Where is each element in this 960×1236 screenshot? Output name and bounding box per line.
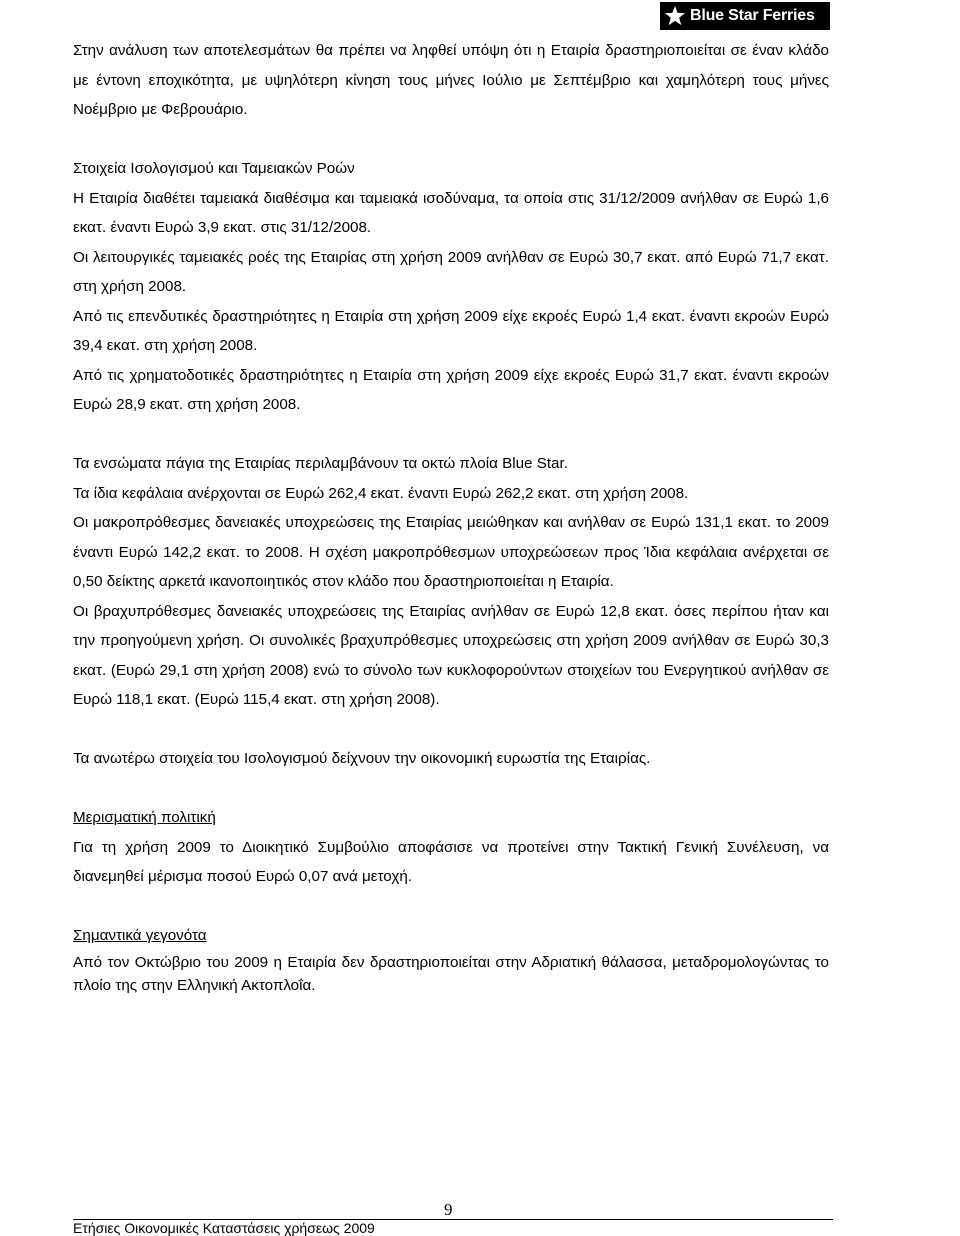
events-paragraph: Από τον Οκτώβριο του 2009 η Εταιρία δεν δραστηριοποιείται στην Αδριατική θάλασσα, μεταδρομολογώντας το πλοίο της στην Ελληνική Ακτοπλοΐα. <box>73 953 829 994</box>
fixed-assets-paragraph: Τα ενσώματα πάγια της Εταιρίας περιλαμβάνουν τα οκτώ πλοία Blue Star. <box>73 455 568 472</box>
page-number: 9 <box>444 1200 453 1219</box>
dividend-policy-heading: Μερισματική πολιτική <box>73 809 216 826</box>
seasonality-paragraph: Στην ανάλυση των αποτελεσμάτων θα πρέπει να ληφθεί υπόψη ότι η Εταιρία δραστηριοποιείται σε έναν κλάδο με έντονη εποχικότητα, με υψηλότερη κίνηση τους μήνες Ιούλιο με Σεπτέμβριο και χαμηλότερη τους μήνες Νοέμβριο με Φεβρουάριο. <box>73 42 829 118</box>
significant-events-heading: Σημαντικά γεγονότα <box>73 927 207 944</box>
operating-cashflow-paragraph: Οι λειτουργικές ταμειακές ροές της Εταιρίας στη χρήση 2009 ανήλθαν σε Ευρώ 30,7 εκατ. από Ευρώ 71,7 εκατ. στη χρήση 2008. <box>73 248 829 295</box>
investing-cashflow-paragraph: Από τις επενδυτικές δραστηριότητες η Εταιρία στη χρήση 2009 είχε εκροές Ευρώ 1,4 εκατ. έναντι εκροών Ευρώ 39,4 εκατ. στη χρήση 2008. <box>73 307 829 354</box>
footer-text: Ετήσιες Οικονομικές Καταστάσεις χρήσεως 2009 <box>73 1220 375 1236</box>
equity-paragraph: Τα ίδια κεφάλαια ανέρχονται σε Ευρώ 262,4 εκατ. έναντι Ευρώ 262,2 εκατ. στη χρήση 2008. <box>73 484 689 502</box>
logo-text: Blue Star Ferries <box>690 7 815 24</box>
document-body <box>73 36 829 997</box>
dividend-paragraph: Για τη χρήση 2009 το Διοικητικό Συμβούλιο αποφάσισε να προτείνει στην Τακτική Γενική Συνέλευση, να διανεμηθεί μέρισμα ποσού Ευρώ 0,07 ανά μετοχή. <box>73 838 829 885</box>
cash-paragraph: Η Εταιρία διαθέτει ταμειακά διαθέσιμα και ταμειακά ισοδύναμα, τα οποία στις 31/12/2009 ανήλθαν σε Ευρώ 1,6 εκατ. έναντι Ευρώ 3,9 εκατ. στις 31/12/2008. <box>73 189 829 236</box>
balance-sheet-heading: Στοιχεία Ισολογισμού και Ταμειακών Ροών <box>73 160 355 177</box>
financial-strength-paragraph: Τα ανωτέρω στοιχεία του Ισολογισμού δείχνουν την οικονομική ευρωστία της Εταιρίας. <box>73 750 651 767</box>
short-term-debt-paragraph: Οι βραχυπρόθεσμες δανειακές υποχρεώσεις της Εταιρίας ανήλθαν σε Ευρώ 12,8 εκατ. όσες περίπου ήταν και την προηγούμενη χρήση. Οι συνολικές βραχυπρόθεσμες υποχρεώσεις στη χρήση 2009 ανήλθαν σε Ευρώ 30,3 εκατ. (Ευρώ 29,1 στη χρήση 2008) ενώ το σύνολο των κυκλοφορούντων στοιχείων του Ενεργητικού ανήλθαν σε Ευρώ 118,1 εκατ. (Ευρώ 115,4 εκατ. στη χρήση 2008). <box>73 602 829 708</box>
star-icon <box>664 5 686 27</box>
financing-cashflow-paragraph: Από τις χρηματοδοτικές δραστηριότητες η Εταιρία στη χρήση 2009 είχε εκροές Ευρώ 31,7 εκατ. έναντι εκροών Ευρώ 28,9 εκατ. στη χρήση 2008. <box>73 366 829 413</box>
long-term-debt-paragraph: Οι μακροπρόθεσμες δανειακές υποχρεώσεις της Εταιρίας μειώθηκαν και ανήλθαν σε Ευρώ 131,1 εκατ. το 2009 έναντι Ευρώ 142,2 εκατ. το 2008. Η σχέση μακροπρόθεσμων υποχρεώσεων προς Ίδια κεφάλαια ανέρχεται σε 0,50 δείκτης αρκετά ικανοποιητικός στον κλάδο που δραστηριοποιείται η Εταιρία. <box>73 514 829 590</box>
company-logo <box>660 2 830 30</box>
